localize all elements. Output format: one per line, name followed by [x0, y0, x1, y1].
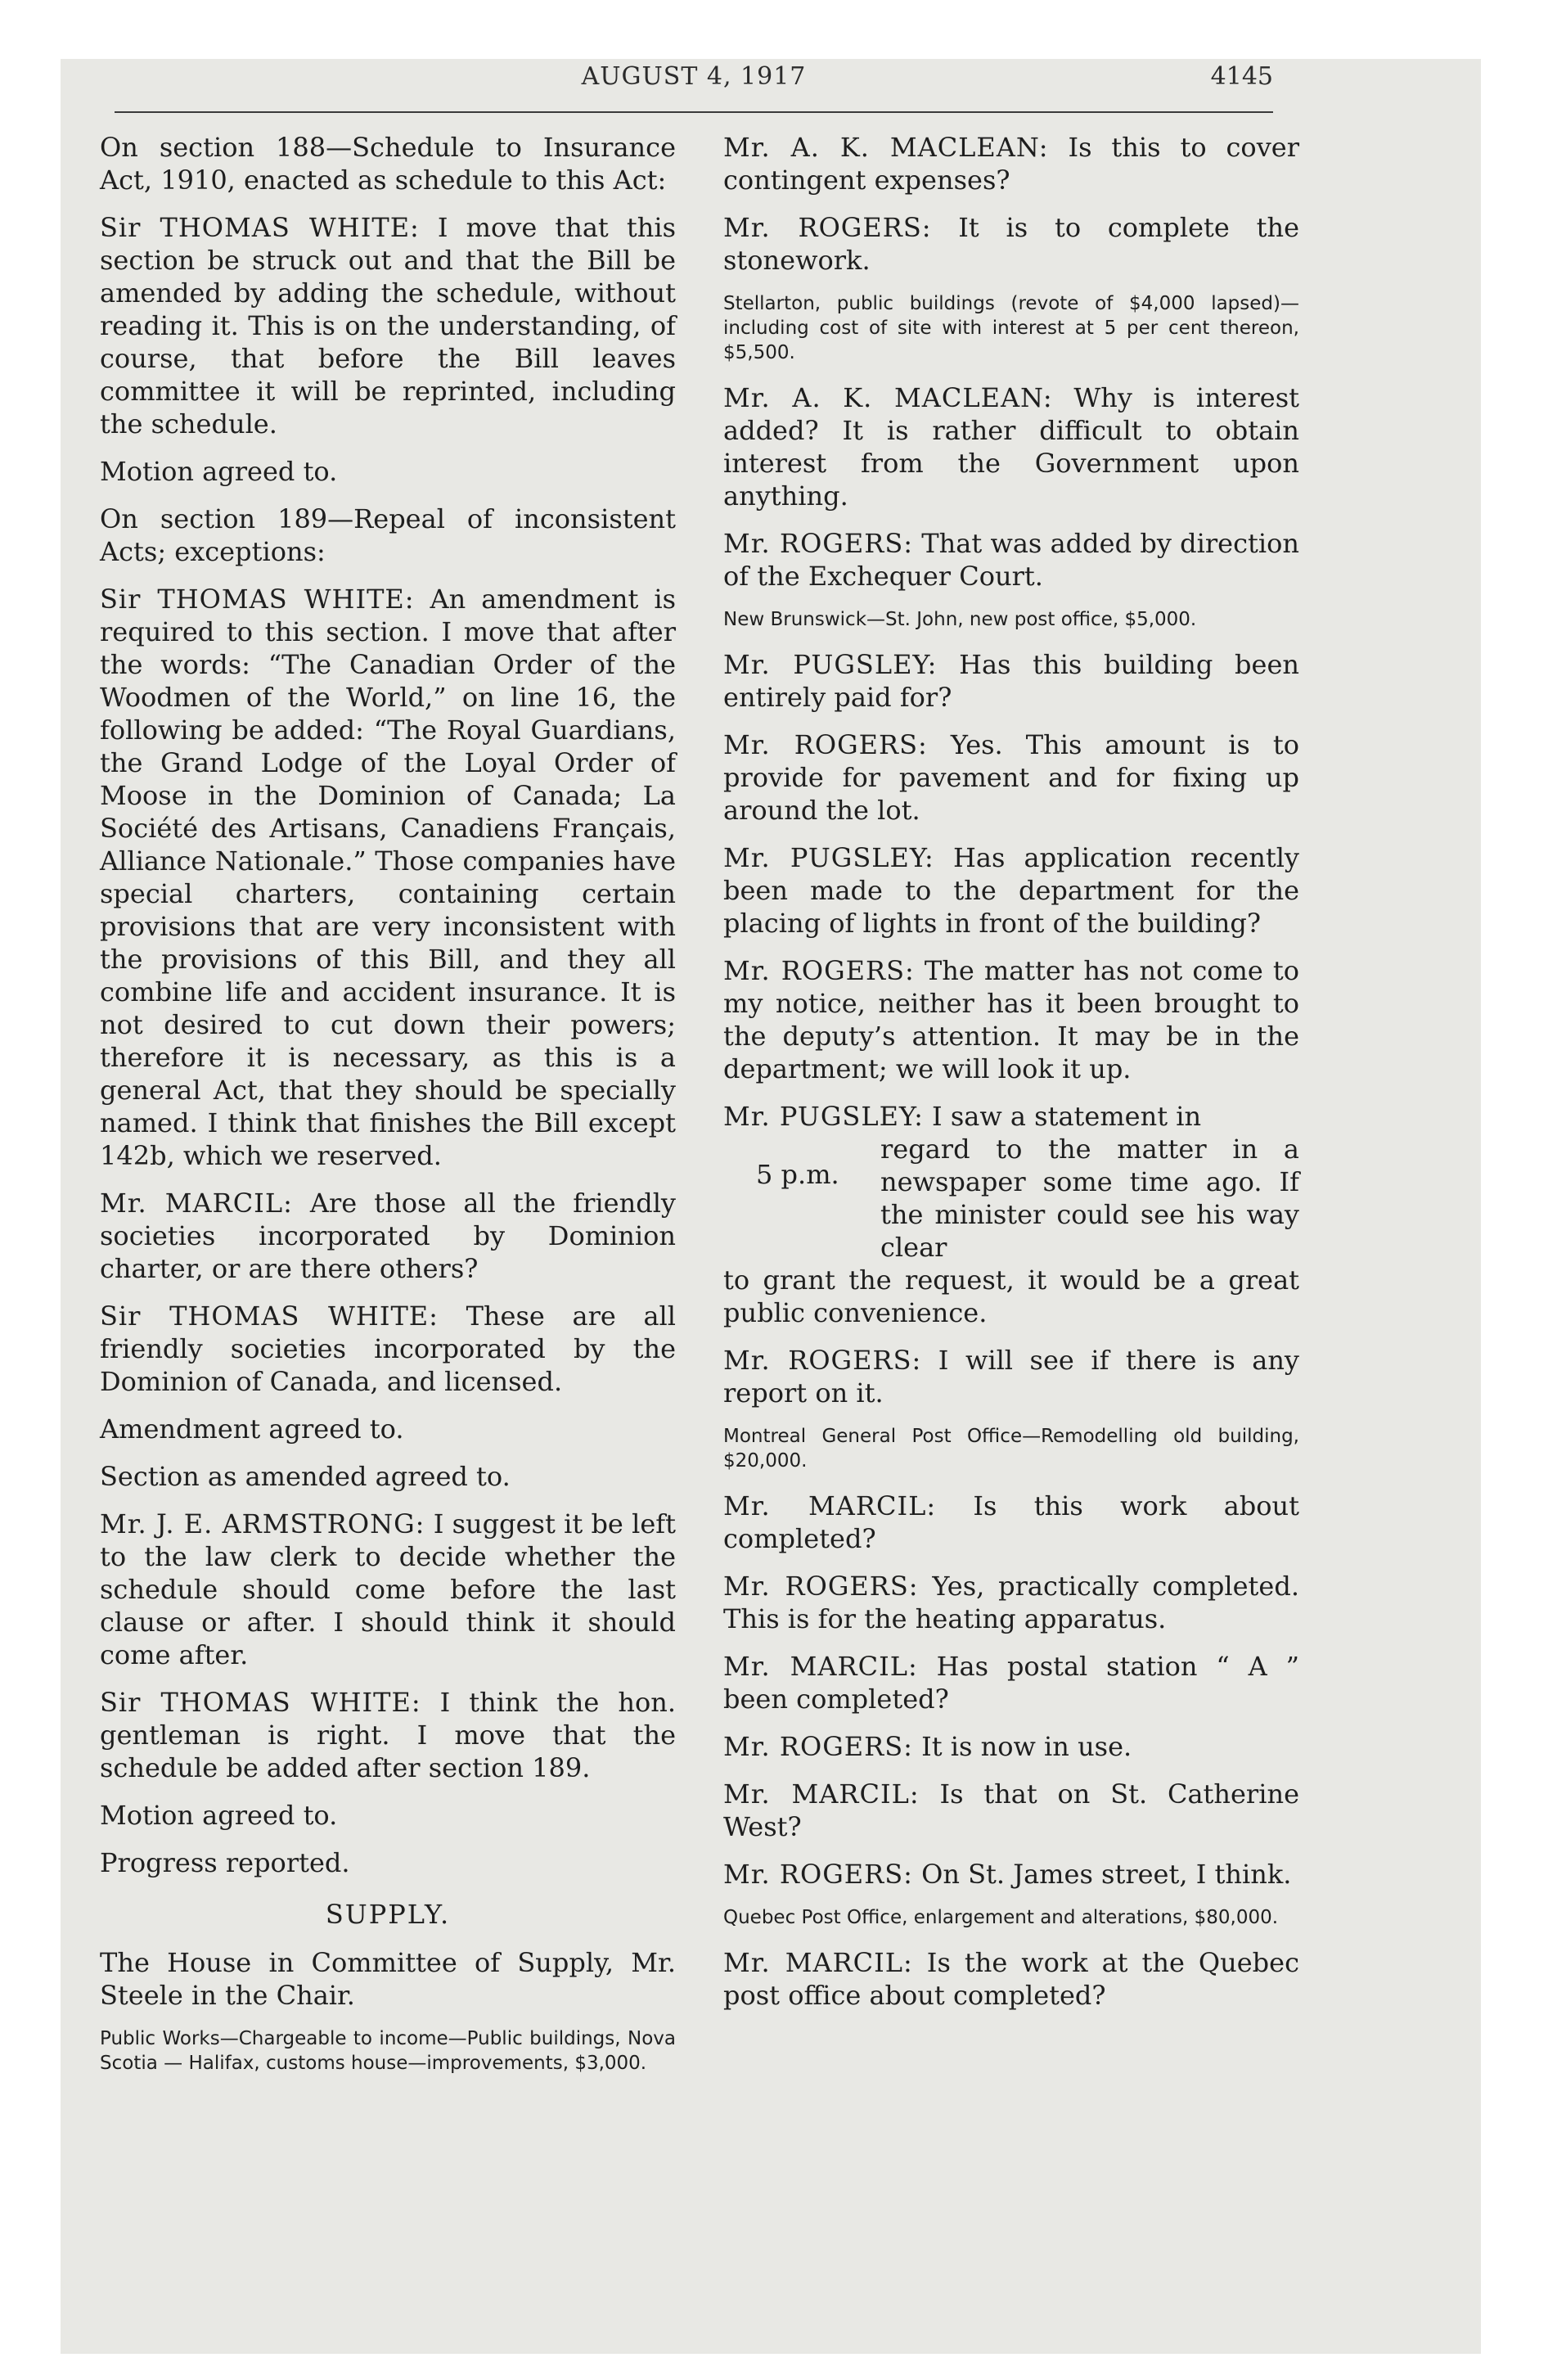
page-number: 4145: [1210, 62, 1273, 91]
paragraph: Amendment agreed to.: [100, 1413, 404, 1445]
speaker-name: Mr. J. E. ARMSTRONG:: [100, 1508, 425, 1539]
speech-text: I saw a statement in: [923, 1101, 1202, 1132]
speech-text: That was added by direction of the Exchequer Court.: [723, 528, 1300, 592]
paragraph: On section 188—Schedule to Insurance Act, 1910, enacted as schedule to this Act:: [100, 132, 676, 196]
speaker-name: Mr. MARCIL:: [723, 1778, 920, 1810]
speech-text: Is this to cover contingent expenses?: [723, 132, 1300, 196]
paragraph: [723, 1730, 1299, 1763]
speech-text: An amendment is required to this section. I move that after the words: “The Canadian Order of the Woodmen of the World,” on line 16, the following be added: “The Royal Guardians, the Grand Lodge of the Loyal Order of Moose in the Dominion of Canada; La Société des Artisans, Canadiens Français, Alliance Nationale.” Those companies have special charters, containing certain provisions that are very inconsistent with the provisions of this Bill, and they all combine life and accident insurance. It is not desired to cut down their powers; therefore it is necessary, as this is a general Act, that they should be specially named. I think that finishes the Bill except 142b, which we reserved.: [100, 584, 676, 1171]
header-rule: [115, 111, 1273, 113]
paragraph: [723, 954, 1299, 1085]
paragraph: [723, 211, 1299, 277]
paragraph: [100, 1300, 676, 1398]
speaker-name: Mr. ROGERS:: [723, 1571, 919, 1602]
right-column: [723, 131, 1299, 2026]
speech-text: I think the hon. gentleman is right. I move that the schedule be added after section 189.: [100, 1687, 677, 1783]
paragraph: [100, 583, 676, 1172]
paragraph: [723, 1778, 1299, 1843]
speaker-name: Mr. MARCIL:: [723, 1947, 913, 1978]
paragraph: [100, 1187, 676, 1285]
pugsley-statement: [723, 1100, 1299, 1329]
paragraph: [100, 1508, 676, 1671]
speech-text: Is that on St. Catherine West?: [723, 1778, 1300, 1842]
speaker-name: Mr. ROGERS:: [723, 729, 928, 760]
supply-item: Public Works—Chargeable to income—Public buildings, Nova Scotia — Halifax, customs house—improvements, $3,000.: [100, 2028, 676, 2074]
paragraph: [723, 527, 1299, 593]
speech-text: Why is interest added? It is rather difficult to obtain interest from the Government upon anything.: [723, 382, 1300, 512]
paragraph: [723, 648, 1299, 714]
speaker-name: Mr. PUGSLEY:: [723, 842, 934, 873]
supply-item: Montreal General Post Office—Remodelling old building, $20,000.: [723, 1426, 1299, 1472]
paragraph: [723, 381, 1299, 512]
paragraph: [723, 131, 1299, 196]
speaker-name: Mr. MARCIL:: [100, 1188, 293, 1219]
left-column: [100, 131, 676, 2092]
speaker-name: Mr. PUGSLEY:: [723, 1101, 924, 1132]
speech-text: Are those all the friendly societies incorporated by Dominion charter, or are there others?: [100, 1188, 677, 1284]
speaker-name: Mr. A. K. MACLEAN:: [723, 132, 1049, 163]
speaker-name: Sir THOMAS WHITE:: [100, 1687, 421, 1718]
speaker-name: Mr. ROGERS:: [723, 1731, 913, 1762]
speaker-name: Sir THOMAS WHITE:: [100, 1300, 439, 1332]
speech-text: Has postal station “ A ” been completed?: [723, 1651, 1300, 1715]
paragraph: [723, 1650, 1299, 1715]
paragraph: [723, 728, 1299, 827]
page-header: [115, 62, 1273, 116]
speaker-name: Mr. ROGERS:: [723, 1345, 922, 1376]
header-date: AUGUST 4, 1917: [581, 62, 807, 91]
paragraph: [100, 211, 676, 440]
indented-text: regard to the matter in a newspaper some time ago. If the minister could see his way clear: [880, 1134, 1299, 1263]
speaker-name: Mr. MARCIL:: [723, 1651, 918, 1682]
paragraph: On section 189—Repeal of inconsistent Acts; exceptions:: [100, 503, 676, 567]
speech-text: Yes. This amount is to provide for pavement and for fixing up around the lot.: [723, 729, 1300, 826]
speech-text: It is to complete the stonework.: [723, 212, 1300, 276]
paragraph: [723, 1100, 1299, 1133]
supply-item: Quebec Post Office, enlargement and alterations, $80,000.: [723, 1907, 1279, 1928]
section-heading: SUPPLY.: [325, 1899, 451, 1930]
paragraph: [100, 1686, 676, 1784]
speech-text: Is this work about completed?: [723, 1490, 1299, 1554]
speech-text: I will see if there is any report on it.: [723, 1345, 1300, 1409]
paragraph: [723, 841, 1299, 940]
speech-text: On St. James street, I think.: [912, 1859, 1292, 1890]
paragraph: Motion agreed to.: [100, 1800, 338, 1831]
speaker-name: Sir THOMAS WHITE:: [100, 212, 420, 243]
paragraph: Section as amended agreed to.: [100, 1461, 511, 1492]
speech-text: It is now in use.: [912, 1731, 1132, 1762]
speech-text: These are all friendly societies incorporated by the Dominion of Canada, and licensed.: [100, 1300, 677, 1397]
paragraph: [723, 1858, 1299, 1891]
speaker-name: Mr. ROGERS:: [723, 528, 914, 559]
speech-text: Is the work at the Quebec post office about completed?: [723, 1947, 1300, 2011]
paragraph: The House in Committee of Supply, Mr. Steele in the Chair.: [100, 1947, 676, 2011]
speech-text: The matter has not come to my notice, neither has it been brought to the deputy’s attention. It may be in the department; we will look it up.: [723, 955, 1300, 1084]
paragraph: to grant the request, it would be a great public convenience.: [723, 1264, 1299, 1328]
speech-text: I move that this section be struck out and that the Bill be amended by adding the schedule, without reading it. This is on the understanding, of course, that before the Bill leaves committee it will be reprinted, including the schedule.: [100, 212, 677, 439]
supply-item: New Brunswick—St. John, new post office, $5,000.: [723, 609, 1197, 630]
speech-text: I suggest it be left to the law clerk to decide whether the schedule should come before the last clause or after. I should think it should come after.: [100, 1508, 677, 1670]
speech-text: Has application recently been made to the department for the placing of lights in front of the building?: [723, 842, 1300, 939]
speaker-name: Mr. ROGERS:: [723, 212, 932, 243]
paragraph: Motion agreed to.: [100, 456, 338, 487]
speaker-name: Mr. A. K. MACLEAN:: [723, 382, 1053, 413]
paragraph: [723, 1490, 1299, 1555]
speaker-name: Mr. MARCIL:: [723, 1490, 937, 1521]
speaker-name: Sir THOMAS WHITE:: [100, 584, 415, 615]
paragraph: Progress reported.: [100, 1847, 350, 1878]
paragraph: [723, 1344, 1299, 1409]
speaker-name: Mr. PUGSLEY:: [723, 649, 938, 680]
paragraph: [723, 1570, 1299, 1635]
margin-block: [723, 1133, 1299, 1264]
speaker-name: Mr. ROGERS:: [723, 955, 915, 986]
supply-item: Stellarton, public buildings (revote of $4,000 lapsed)—including cost of site with interest at 5 per cent thereon, $5,500.: [723, 293, 1299, 363]
speech-text: Has this building been entirely paid for?: [723, 649, 1300, 713]
speaker-name: Mr. ROGERS:: [723, 1859, 913, 1890]
time-marker: 5 p.m.: [756, 1159, 839, 1190]
speech-text: Yes, practically completed. This is for the heating apparatus.: [723, 1571, 1300, 1634]
paragraph: [723, 1946, 1299, 2012]
